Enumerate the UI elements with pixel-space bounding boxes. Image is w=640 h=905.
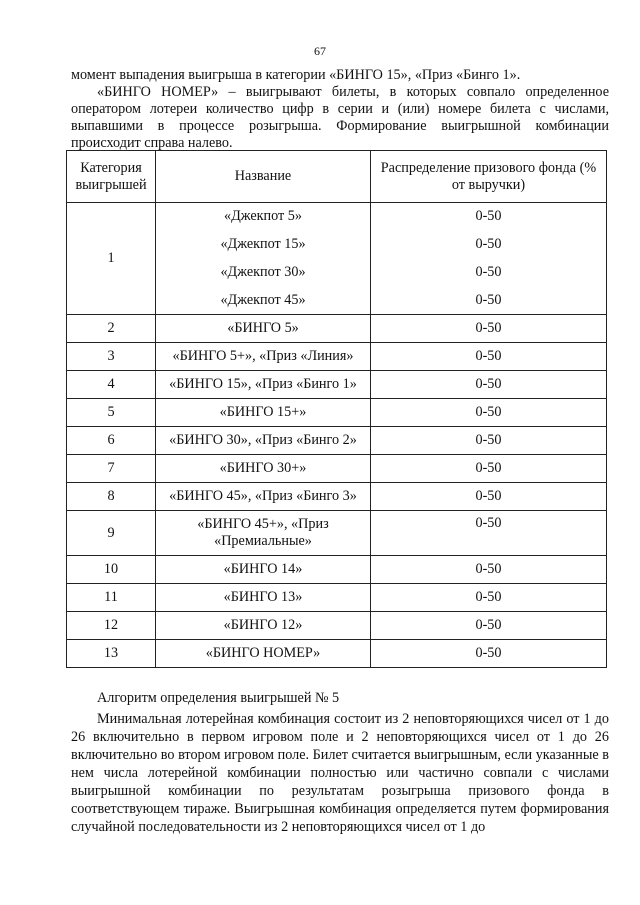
prize-name-cell: «БИНГО 12» [156, 612, 371, 640]
bingo-number-paragraph: «БИНГО НОМЕР» – выигрывают билеты, в которых совпало определенное оператором лотереи количество цифр в серии и (или) номере билета с числами, выпавшими в процессе розыгрыша. Формирование выигрышной комбинации происходит справа налево. [71, 84, 609, 151]
category-cell: 8 [67, 483, 156, 511]
prize-name-cell: «Джекпот 30» [156, 259, 371, 287]
prize-name-cell: «БИНГО 13» [156, 584, 371, 612]
table-row [67, 427, 607, 455]
fund-cell: 0-50 [371, 231, 607, 259]
algorithm-section [71, 689, 609, 836]
prize-name-cell: «Джекпот 15» [156, 231, 371, 259]
prize-name-cell: «БИНГО 5» [156, 315, 371, 343]
fund-cell: 0-50 [371, 371, 607, 399]
category-cell: 6 [67, 427, 156, 455]
table-row [67, 203, 607, 231]
prize-name-cell: «БИНГО 15», «Приз «Бинго 1» [156, 371, 371, 399]
table-row [67, 584, 607, 612]
fund-cell: 0-50 [371, 259, 607, 287]
category-cell: 11 [67, 584, 156, 612]
table-row [67, 556, 607, 584]
intro-line: момент выпадения выигрыша в категории «БИНГО 15», «Приз «Бинго 1». [71, 67, 521, 83]
category-cell: 3 [67, 343, 156, 371]
fund-cell: 0-50 [371, 287, 607, 315]
header-name: Название [156, 151, 371, 203]
category-cell: 13 [67, 640, 156, 668]
prize-name-cell: «Джекпот 5» [156, 203, 371, 231]
prize-name-cell: «БИНГО 15+» [156, 399, 371, 427]
table-row [67, 315, 607, 343]
fund-cell: 0-50 [371, 427, 607, 455]
fund-cell: 0-50 [371, 203, 607, 231]
table-row [67, 612, 607, 640]
prize-name-cell: «БИНГО 14» [156, 556, 371, 584]
table-row [67, 399, 607, 427]
page-number: 67 [314, 44, 326, 58]
fund-cell: 0-50 [371, 556, 607, 584]
category-cell: 7 [67, 455, 156, 483]
table-row [67, 640, 607, 668]
fund-cell: 0-50 [371, 640, 607, 668]
category-cell: 12 [67, 612, 156, 640]
category-cell: 9 [67, 511, 156, 556]
prize-name-cell: «БИНГО НОМЕР» [156, 640, 371, 668]
prize-name-cell: «БИНГО 45», «Приз «Бинго 3» [156, 483, 371, 511]
algorithm-text: Минимальная лотерейная комбинация состоит из 2 неповторяющихся чисел от 1 до 26 включительно в первом игровом поле и 2 неповторяющихся чисел от 1 до 26 включительно во втором игровом поле. Билет считается выигрышным, если указанные в нем числа лотерейной комбинации полностью или частично совпали с числами выигрышной комбинации по результатам розыгрыша призового фонда в соответствующем тираже. Выигрышная комбинация определяется путем формирования случайной последовательности из 2 неповторяющихся чисел от 1 до [71, 711, 609, 835]
prize-distribution-table [66, 150, 607, 668]
category-cell: 1 [67, 203, 156, 315]
table-row [67, 371, 607, 399]
fund-cell: 0-50 [371, 399, 607, 427]
prize-name-cell: «БИНГО 5+», «Приз «Линия» [156, 343, 371, 371]
table-row [67, 343, 607, 371]
fund-cell: 0-50 [371, 612, 607, 640]
prize-name-cell: «БИНГО 30», «Приз «Бинго 2» [156, 427, 371, 455]
prize-name-cell: «Джекпот 45» [156, 287, 371, 315]
prize-name-cell: «БИНГО 30+» [156, 455, 371, 483]
intro-text [71, 67, 609, 152]
category-cell: 4 [67, 371, 156, 399]
category-cell: 5 [67, 399, 156, 427]
algorithm-title: Алгоритм определения выигрышей № 5 [97, 690, 340, 706]
fund-cell: 0-50 [371, 455, 607, 483]
fund-cell: 0-50 [371, 315, 607, 343]
table-row [67, 455, 607, 483]
fund-cell: 0-50 [371, 343, 607, 371]
prize-name-cell: «БИНГО 45+», «Приз «Премиальные» [156, 511, 371, 556]
header-category: Категория выигрышей [67, 151, 156, 203]
category-cell: 2 [67, 315, 156, 343]
header-fund: Распределение призового фонда (% от выручки) [371, 151, 607, 203]
fund-cell: 0-50 [371, 584, 607, 612]
table-row [67, 511, 607, 556]
fund-cell: 0-50 [371, 483, 607, 511]
category-cell: 10 [67, 556, 156, 584]
table-row [67, 483, 607, 511]
fund-cell: 0-50 [371, 511, 607, 556]
